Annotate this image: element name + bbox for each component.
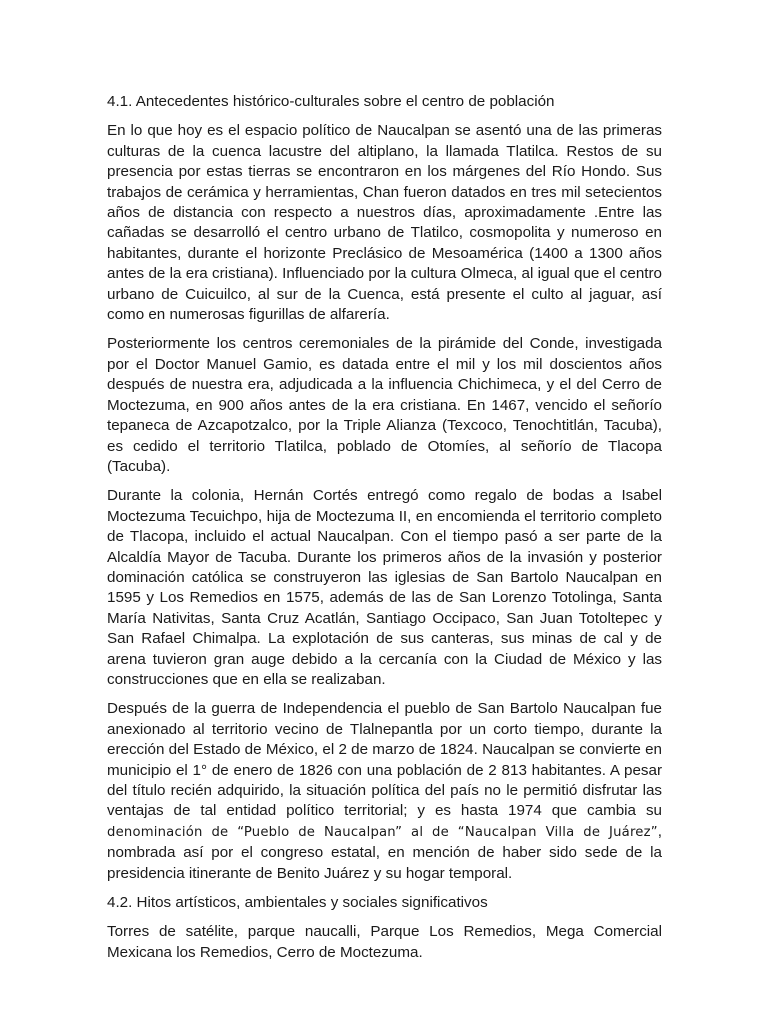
section-heading-4-2: 4.2. Hitos artísticos, ambientales y sociales significativos [107,894,488,912]
paragraph-tlatilca: En lo que hoy es el espacio político de Naucalpan se asentó una de las primeras culturas de la cuenca lacustre del altiplano, la llamada Tlatilca. Restos de su presencia por estas tierras se encontraron en los márgenes del Río Hondo. Sus trabajos de cerámica y herramientas, Chan fueron datados en tres mil setecientos años de distancia con respecto a nuestros días, aproximadamente .Entre las cañadas se desarrolló el centro urbano de Tlatilco, cosmopolita y numeroso en habitantes, durante el horizonte Preclásico de Mesoamérica (1400 a 1300 años antes de la era cristiana). Influenciado por la cultura Olmeca, al igual que el centro urbano de Cuicuilco, al sur de la Cuenca, está presente el culto al jaguar, así como en numerosas figurillas de alfarería. [107,122,662,324]
paragraph-independencia-text-3: , nombrada así por el congreso estatal, en mención de haber sido sede de la presidencia itinerante de Benito Juárez y su hogar temporal. [107,822,662,882]
paragraph-ceremonial-centers: Posteriormente los centros ceremoniales de la pirámide del Conde, investigada por el Doctor Manuel Gamio, es datada entre el mil y los mil doscientos años después de nuestra era, adjudicada a la influencia Chichimeca, y el del Cerro de Moctezuma, en 900 años antes de la era cristiana. En 1467, vencido el señorío tepaneca de Azcapotzalco, por la Triple Alianza (Texcoco, Tenochtitlán, Tacuba), es cedido el territorio Tlatilca, poblado de Otomíes, al señorío de Tlacopa (Tacuba). [107,335,662,475]
paragraph-independencia-text-1: Después de la guerra de Independencia el pueblo de San Bartolo Naucalpan fue anexionado al territorio vecino de Tlalnepantla por un corto tiempo, durante la erección del Estado de México, el 2 de marzo de 1824. Naucalpan se convierte en municipio el 1° de enero de 1826 con una población de 2 813 habitantes. A pesar del título recién adquirido, la situación política del país no le permitió disfrutar las ventajas de tal entidad político territorial; y es hasta 1974 que cambia su [107,700,662,820]
paragraph-colonia: Durante la colonia, Hernán Cortés entregó como regalo de bodas a Isabel Moctezuma Tecuichpo, hija de Moctezuma II, en encomienda el territorio completo de Tlacopa, incluido el actual Naucalpan. Con el tiempo pasó a ser parte de la Alcaldía Mayor de Tacuba. Durante los primeros años de la invasión y posterior dominación católica se construyeron las iglesias de San Bartolo Naucalpan en 1595 y Los Remedios en 1575, además de las de San Lorenzo Totolinga, Santa María Nativitas, Santa Cruz Acatlán, Santiago Occipaco, San Juan Totoltepec y San Rafael Chimalpa. La explotación de sus canteras, sus minas de cal y de arena tuvieron gran auge debido a la cercanía con la Ciudad de México y las construcciones que en ella se realizaban. [107,487,662,688]
paragraph-independencia [107,699,662,884]
paragraph-independencia-text-2: denominación de “Pueblo de Naucalpan” al de “Naucalpan Villa de Juárez” [107,824,658,840]
paragraph-hitos: Torres de satélite, parque naucalli, Parque Los Remedios, Mega Comercial Mexicana los Remedios, Cerro de Moctezuma. [107,923,662,961]
section-heading-4-1: 4.1. Antecedentes histórico-culturales sobre el centro de población [107,93,555,110]
